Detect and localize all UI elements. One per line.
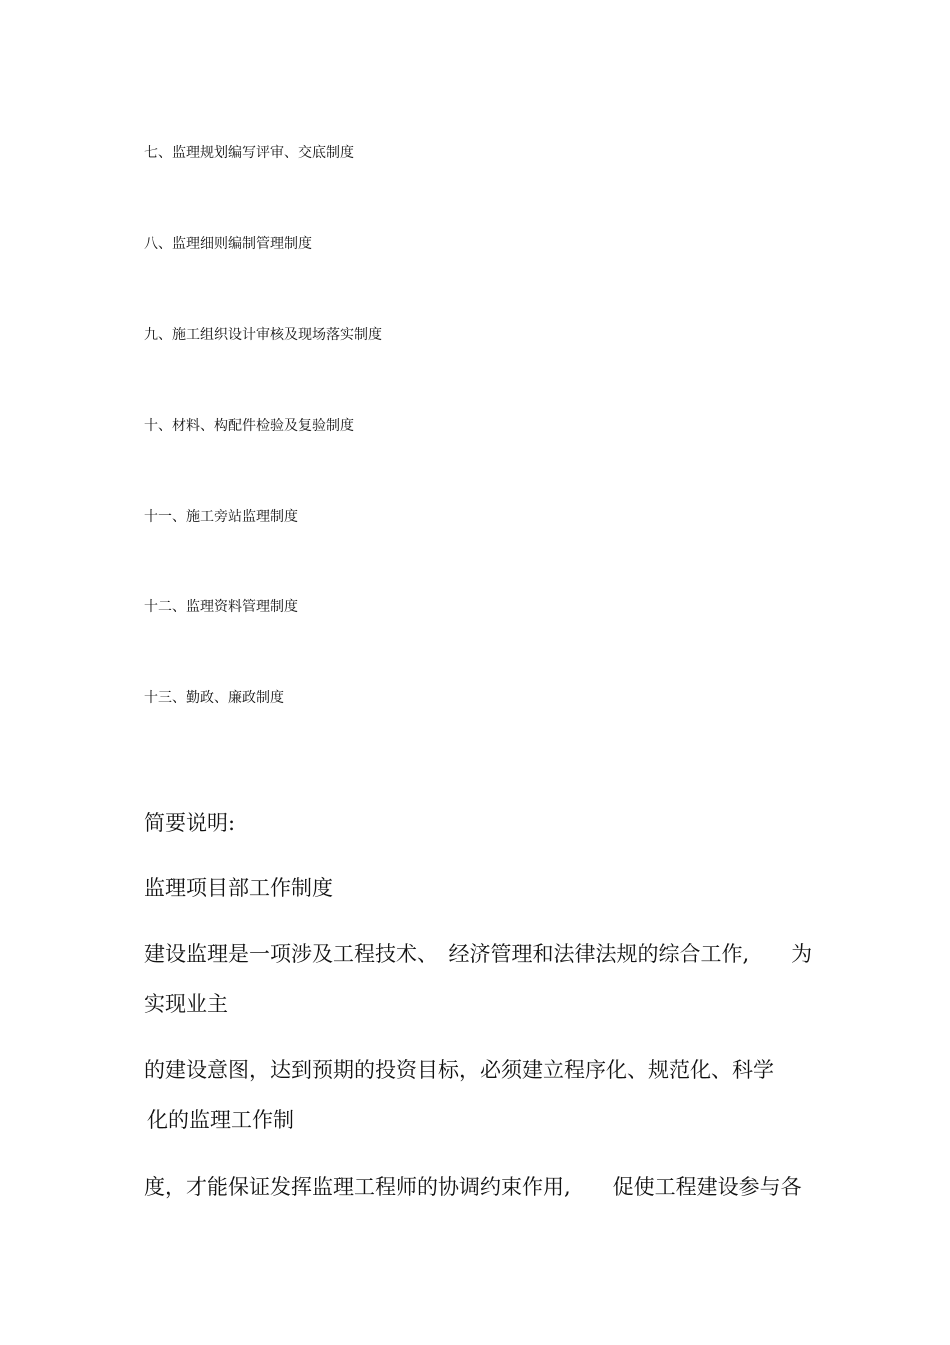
toc-item-8: 八、监理细则编制管理制度 [144,236,312,252]
toc-item-13: 十三、勤政、廉政制度 [144,690,284,706]
toc-item-11: 十一、施工旁站监理制度 [144,509,298,525]
toc-item-7: 七、监理规划编写评审、交底制度 [144,145,354,161]
body-line-2: 实现业主 [144,992,228,1016]
toc-item-12: 十二、监理资料管理制度 [144,599,298,615]
body-line-5: 度，才能保证发挥监理工程师的协调约束作用, 促使工程建设参与各 [144,1175,802,1199]
body-line-3: 的建设意图，达到预期的投资目标，必须建立程序化、规范化、科学 [144,1058,774,1082]
section-heading: 简要说明: [144,811,236,835]
toc-item-10: 十、材料、构配件检验及复验制度 [144,418,354,434]
section-subtitle: 监理项目部工作制度 [144,876,333,900]
toc-item-9: 九、施工组织设计审核及现场落实制度 [144,327,382,343]
body-line-4: 化的监理工作制 [147,1108,294,1132]
body-line-1: 建设监理是一项涉及工程技术、 经济管理和法律法规的综合工作, 为 [144,942,813,966]
